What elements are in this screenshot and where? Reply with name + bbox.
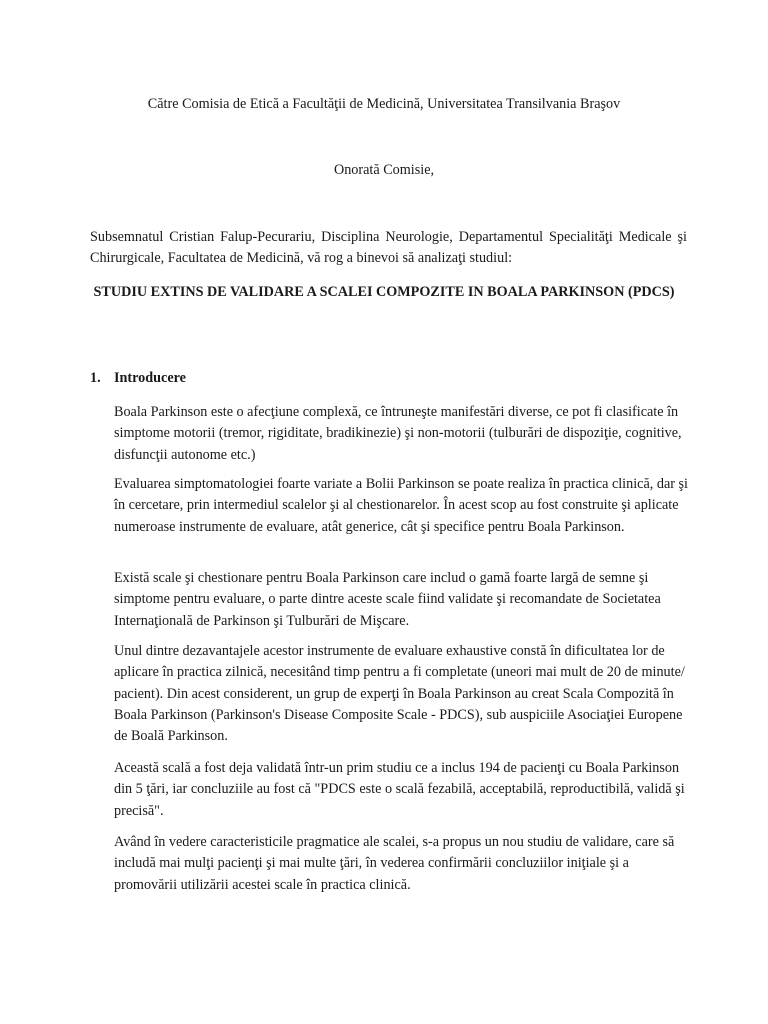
paragraph-5: Această scală a fost deja validată într-un prim studiu ce a inclus 194 de pacienţi cu Boala Parkinson din 5 ţări, iar concluziile au fost că "PDCS este o scală fezabilă, acceptabilă, reproductibilă, validă şi precisă". <box>114 760 685 819</box>
section-title: Introducere <box>114 370 186 386</box>
section-heading-introducere <box>90 368 186 388</box>
paragraph-4: Unul dintre dezavantajele acestor instrumente de evaluare exhaustive constă în dificultatea lor de aplicare în practica zilnică, necesitând timp pentru a fi completate (uneori mai mult de 20 de minute/ pacient). Din acest considerent, un grup de experţi în Boala Parkinson au creat Scala Compozită în Boala Parkinson (Parkinson's Disease Composite Scale - PDCS), sub auspiciile Asociaţiei Europene de Boală Parkinson. <box>114 643 685 745</box>
salutation: Onorată Comisie, <box>333 162 435 178</box>
paragraph-1: Boala Parkinson este o afecţiune complexă, ce întruneşte manifestări diverse, ce pot fi clasificate în simptome motorii (tremor, rigiditate, bradikinezie) şi non-motorii (tulburări de dispoziţie, cognitive, disfuncţii autonome etc.) <box>114 404 682 463</box>
addressee-line: Către Comisia de Etică a Facultăţii de Medicină, Universitatea Transilvania Braşov <box>147 96 621 112</box>
intro-paragraph: Subsemnatul Cristian Falup-Pecurariu, Disciplina Neurologie, Departamentul Specialităţi Medicale şi Chirurgicale, Facultatea de Medicină, vă rog a binevoi să analizaţi studiul: <box>90 229 687 266</box>
paragraph-3: Există scale şi chestionare pentru Boala Parkinson care includ o gamă foarte largă de semne şi simptome pentru evaluare, o parte dintre aceste scale fiind validate şi recomandate de Societatea Internaţională de Parkinson şi Tulburări de Mişcare. <box>114 570 661 629</box>
paragraph-2: Evaluarea simptomatologiei foarte variate a Bolii Parkinson se poate realiza în practica clinică, dar şi în cercetare, prin intermediul scalelor şi al chestionarelor. În acest scop au fost construite şi aplicate numeroase instrumente de evaluare, atât generice, cât şi specifice pentru Boala Parkinson. <box>114 476 688 535</box>
section-number: 1. <box>90 370 101 386</box>
study-title: STUDIU EXTINS DE VALIDARE A SCALEI COMPOZITE IN BOALA PARKINSON (PDCS) <box>93 284 675 300</box>
paragraph-6: Având în vedere caracteristicile pragmatice ale scalei, s-a propus un nou studiu de validare, care să includă mai mulţi pacienţi şi mai multe ţări, în vederea confirmării concluziilor iniţiale şi a promovării utilizării acestei scale în practica clinică. <box>114 834 675 893</box>
